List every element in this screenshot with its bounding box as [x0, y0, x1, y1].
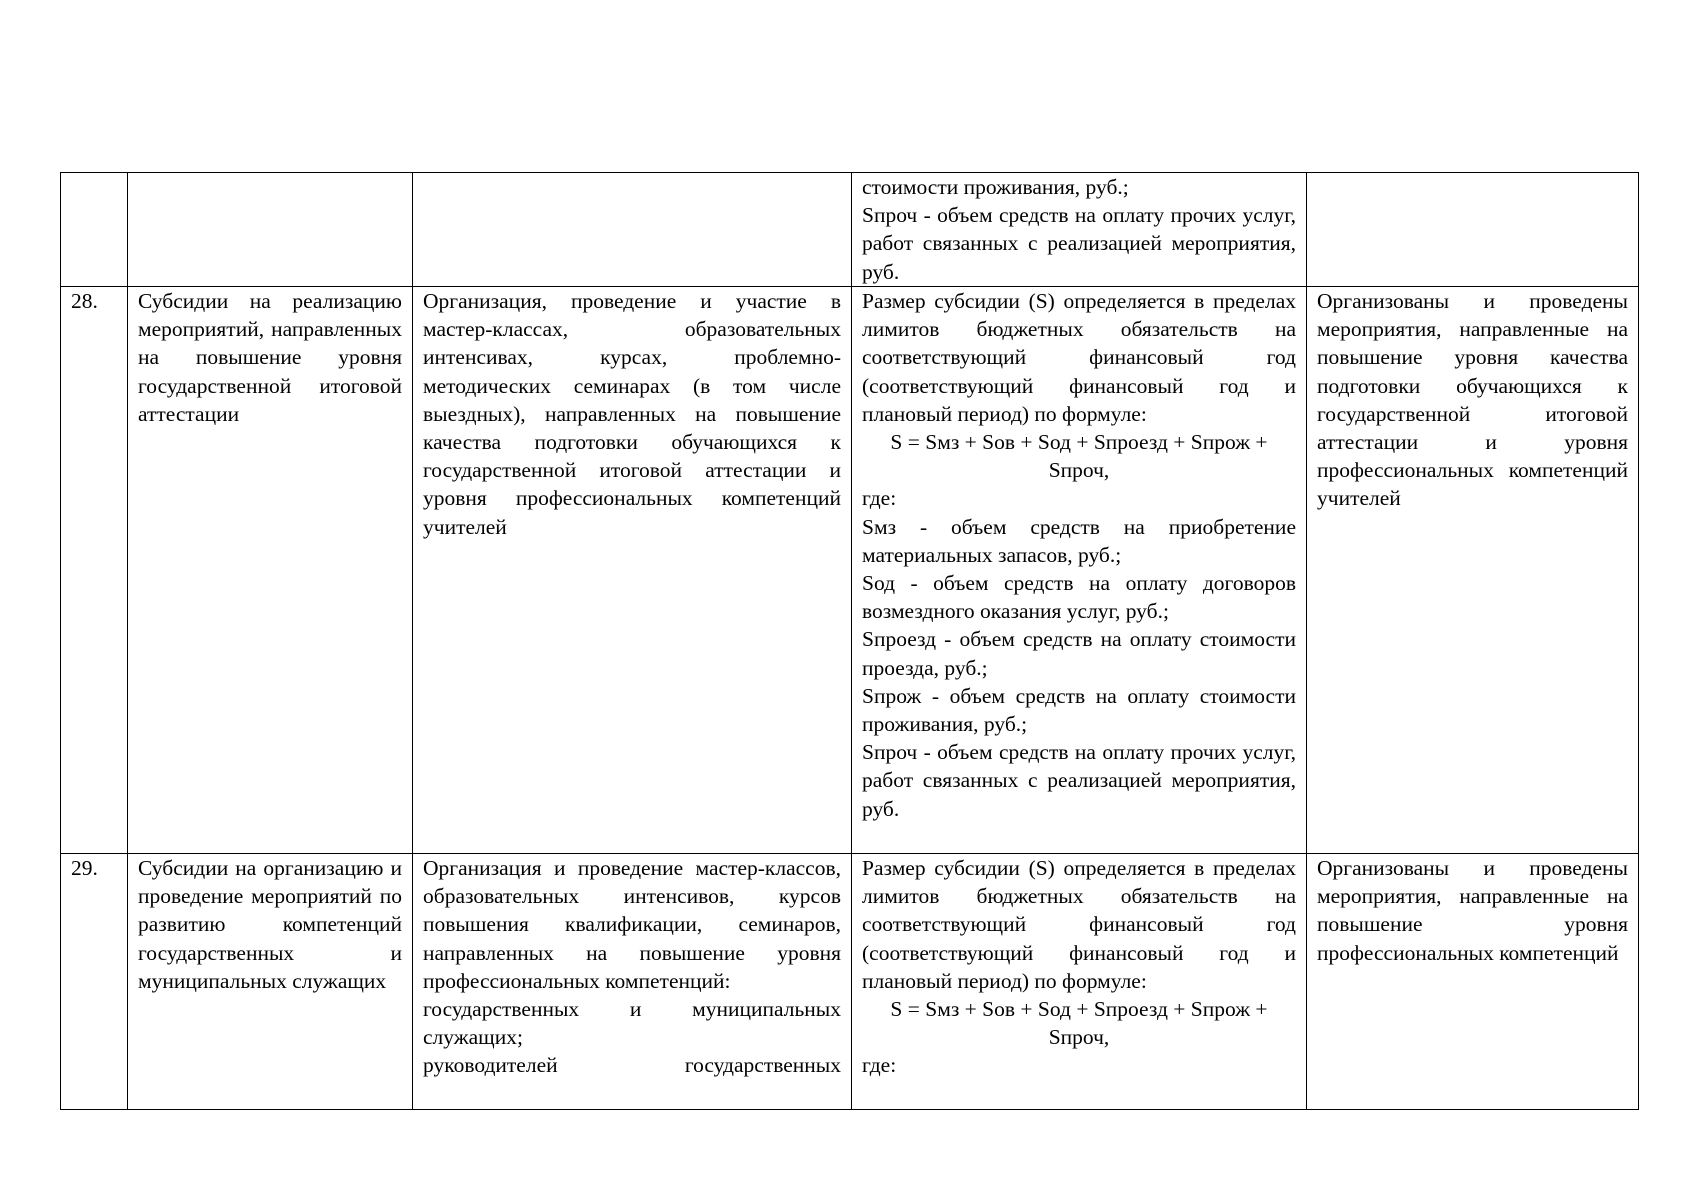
subsidy-name: Субсидии на реализацию мероприятий, направленных на повышение уровня государственной итоговой аттестации — [128, 287, 413, 854]
subsidy-calculation — [852, 287, 1307, 854]
subsidy-name: Субсидии на организацию и проведение мероприятий по развитию компетенций государственных и муниципальных служащих — [128, 854, 413, 1110]
subsidy-purpose — [413, 854, 852, 1110]
formula-definition: Sпроч - объем средств на оплату прочих услуг, работ связанных с реализацией мероприятия, руб. — [862, 203, 1296, 284]
purpose-line: государственных и муниципальных служащих; — [423, 997, 841, 1050]
cell-calculation — [852, 173, 1307, 287]
subsidy-calculation — [852, 854, 1307, 1110]
table-row-continuation — [61, 173, 1639, 287]
formula-definition: Sпрож - объем средств на оплату стоимости проживания, руб.; — [862, 683, 1296, 737]
formula-line: S = Sмз + Sов + Sод + Sпроезд + Sпрож + — [890, 430, 1268, 455]
row-number: 28. — [61, 287, 128, 854]
row-number: 29. — [61, 854, 128, 1110]
calc-intro: Размер субсидии (S) определяется в пределах лимитов бюджетных обязательств на соответствующий финансовый год (соответствующий финансовый год и плановый период) по формуле: — [862, 856, 1296, 993]
subsidy-purpose: Организация, проведение и участие в мастер-классах, образовательных интенсивах, курсах, проблемно-методических семинарах (в том числе выездных), направленных на повышение качества подготовки обучающихся к государственной итоговой аттестации и уровня профессиональных компетенций учителей — [413, 287, 852, 854]
where-label: где: — [862, 486, 897, 511]
formula-definition: Sод - объем средств на оплату договоров возмездного оказания услуг, руб.; — [862, 571, 1296, 624]
table-row-29 — [61, 854, 1639, 1110]
cell-purpose — [413, 173, 852, 287]
subsidy-result: Организованы и проведены мероприятия, направленные на повышение уровня профессиональных компетенций — [1307, 854, 1639, 1110]
cell-result — [1307, 173, 1639, 287]
table-row-28 — [61, 287, 1639, 854]
formula-line: S = Sмз + Sов + Sод + Sпроезд + Sпрож + — [890, 997, 1268, 1022]
purpose-line: Организация и проведение мастер-классов, образовательных интенсивов, курсов повышения квалификации, семинаров, направленных на повышение уровня профессиональных компетенций: — [423, 856, 841, 993]
where-label: где: — [862, 1053, 897, 1078]
calc-intro: Размер субсидии (S) определяется в пределах лимитов бюджетных обязательств на соответствующий финансовый год (соответствующий финансовый год и плановый период) по формуле: — [862, 289, 1296, 426]
cell-number — [61, 173, 128, 287]
formula-definition: стоимости проживания, руб.; — [862, 175, 1129, 199]
document-table — [60, 172, 1639, 1110]
formula-definition: Sпроч - объем средств на оплату прочих услуг, работ связанных с реализацией мероприятия, руб. — [862, 740, 1296, 821]
formula-definition: Sпроезд - объем средств на оплату стоимости проезда, руб.; — [862, 627, 1296, 680]
purpose-line: руководителей государственных — [423, 1053, 841, 1078]
formula-definition: Sмз - объем средств на приобретение материальных запасов, руб.; — [862, 514, 1296, 567]
formula-line: Sпроч, — [1048, 458, 1110, 483]
formula-line: Sпроч, — [1048, 1025, 1110, 1050]
cell-name — [128, 173, 413, 287]
subsidy-result: Организованы и проведены мероприятия, направленные на повышение уровня качества подготовки обучающихся к государственной итоговой аттестации и уровня профессиональных компетенций учителей — [1307, 287, 1639, 854]
